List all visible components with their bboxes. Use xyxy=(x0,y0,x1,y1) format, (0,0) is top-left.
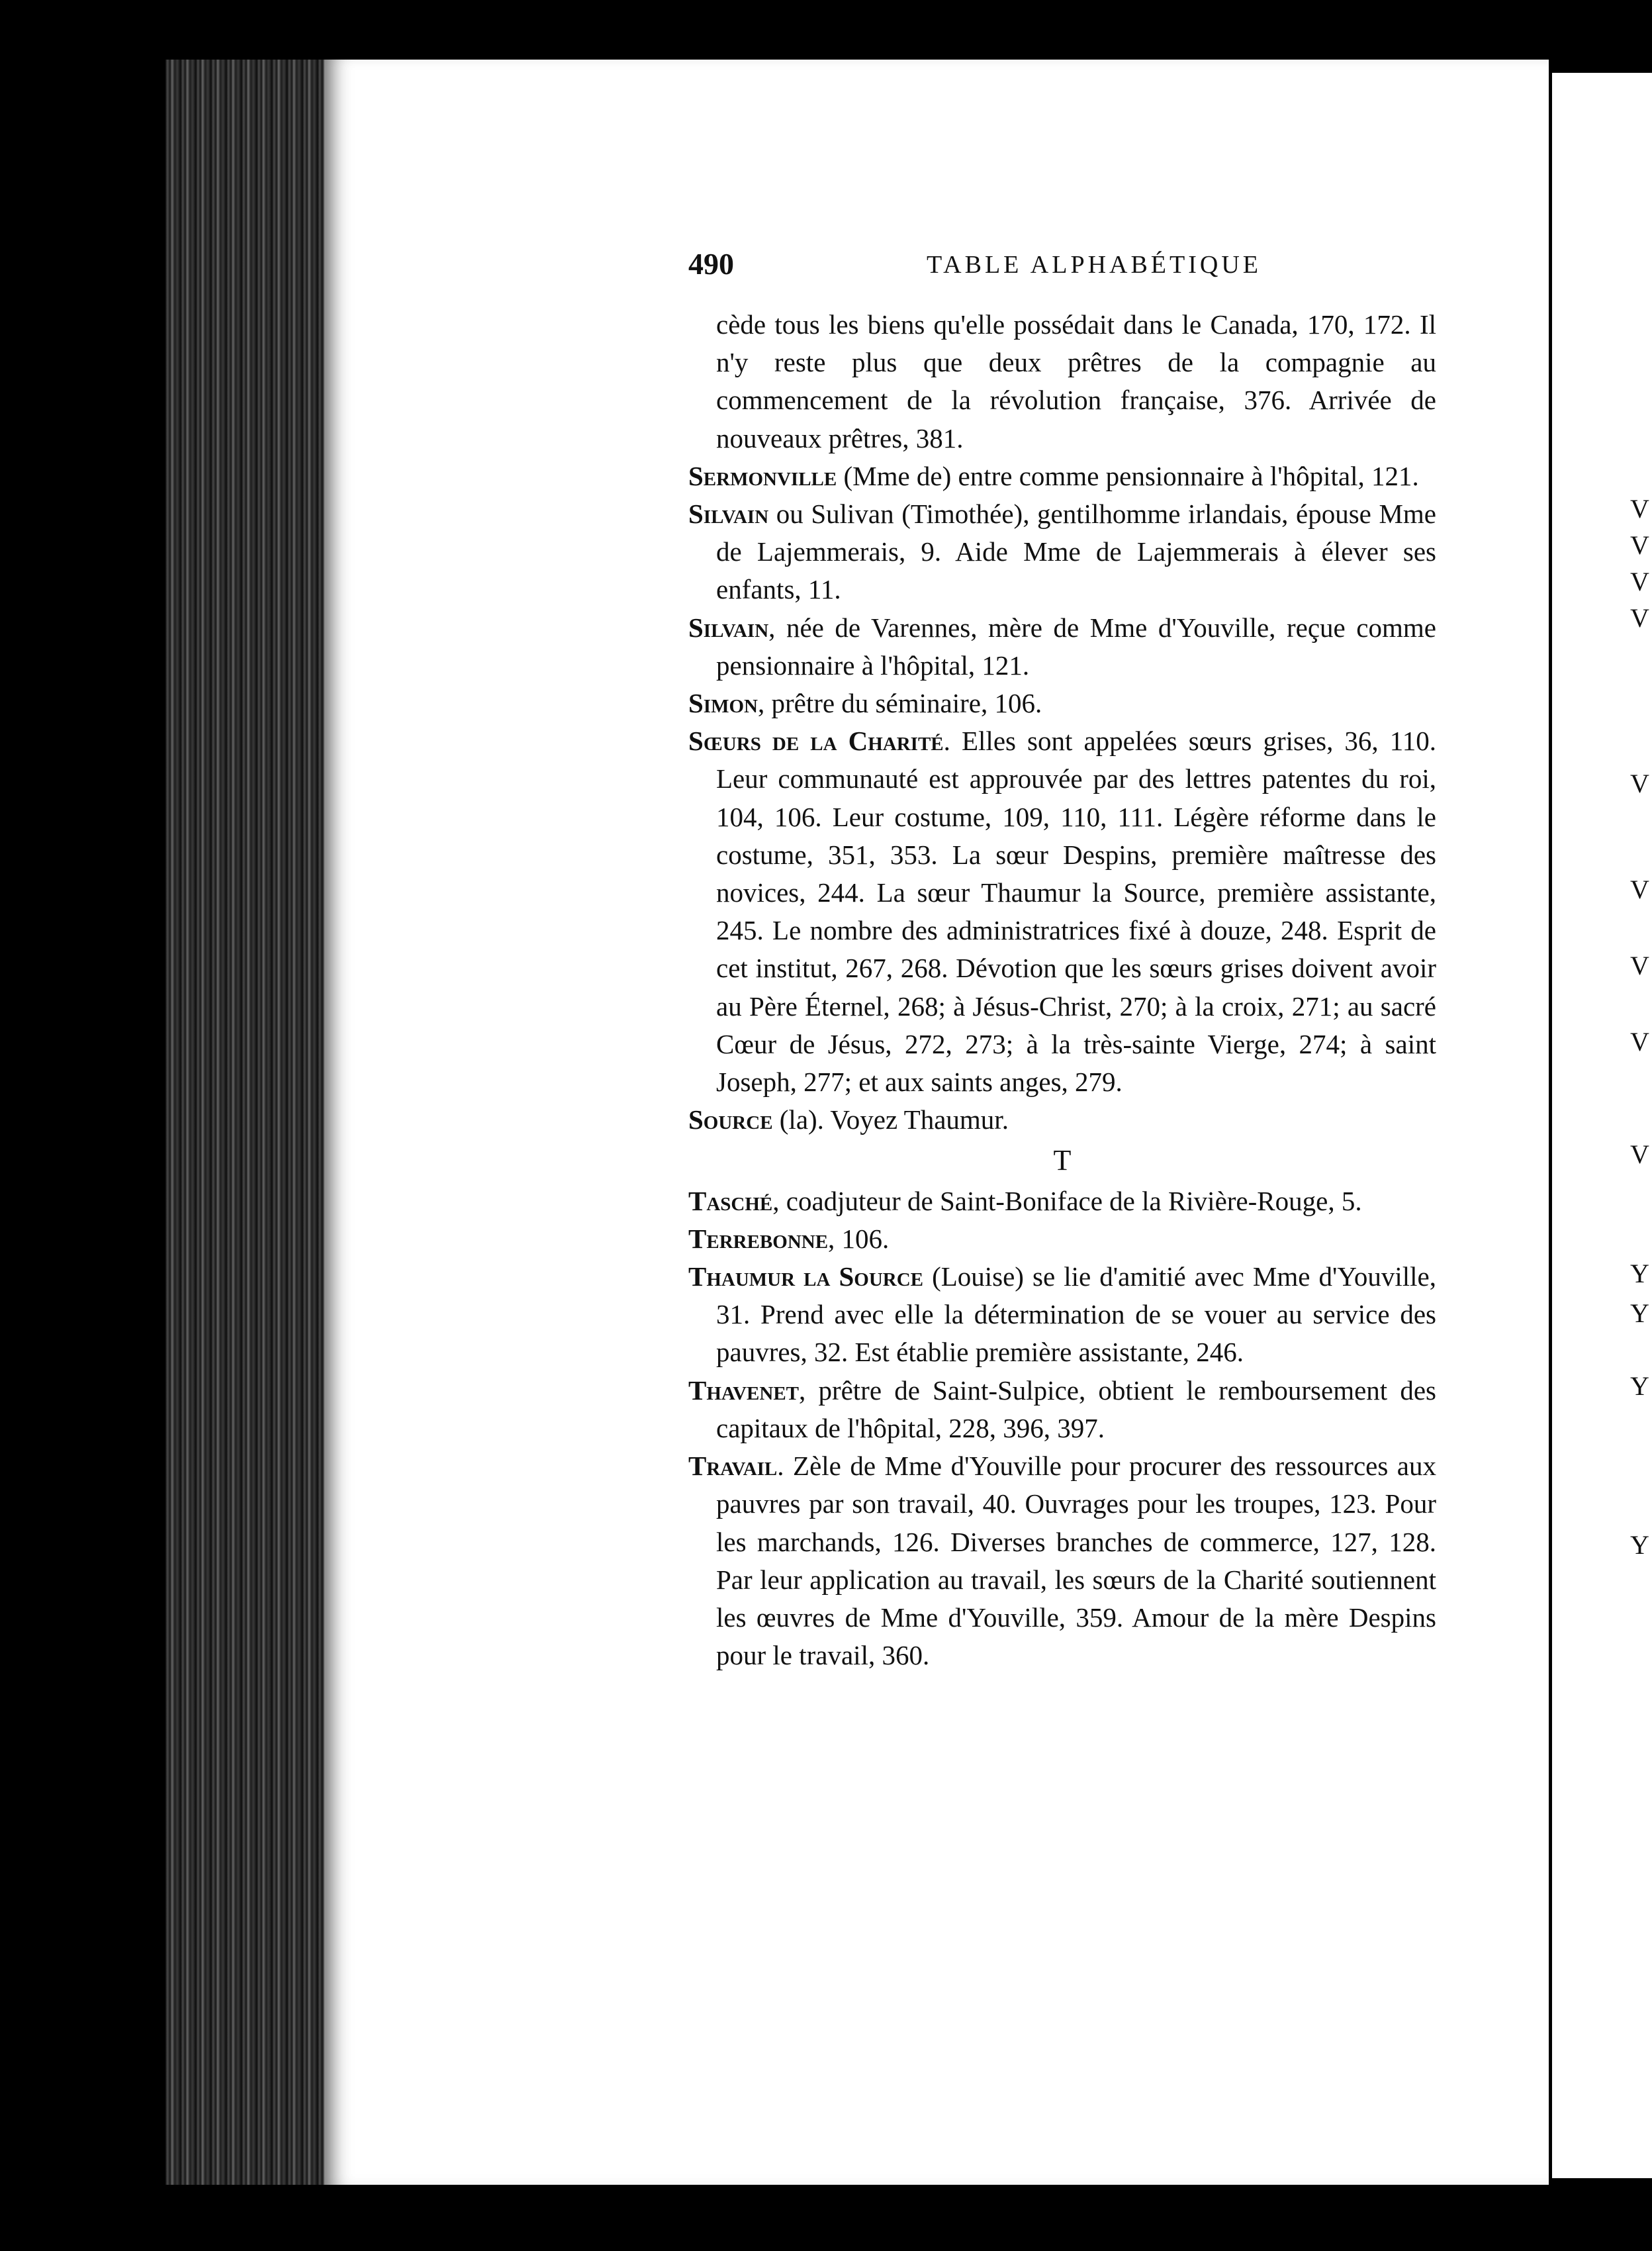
book-page-edges xyxy=(165,60,324,2185)
index-entry xyxy=(688,1447,1436,1674)
entry-text: . Elles sont appelées sœurs grises, 36, 110. Leur communauté est approuvée par des lettres patentes du roi, 104, 106. Leur costume, 109, 110, 111. Légère réforme dans le costume, 351, 353. La sœur Despins, première maîtresse des novices, 244. La sœur Thaumur la Source, première assistante, 245. Le nombre des administratrices fixé à douze, 248. Esprit de cet institut, 267, 268. Dévotion que les sœurs grises doivent avoir au Père Éternel, 268; à Jésus-Christ, 270; à la croix, 271; au sacré Cœur de Jésus, 272, 273; à la très-sainte Vierge, 274; à saint Joseph, 277; et aux saints anges, 279. xyxy=(716,726,1436,1098)
facing-fragment: Y xyxy=(1630,1259,1649,1288)
section-letter: T xyxy=(1053,1144,1072,1177)
entry-head: Travail xyxy=(688,1451,778,1482)
entry-head: Silvain xyxy=(688,499,769,530)
entry-text: . Zèle de Mme d'Youville pour procurer des ressources aux pauvres par son travail, 40. Ouvrages pour les troupes, 123. Pour les marchands, 126. Diverses branches de commerce, 127, 128. Par leur application au travail, les sœurs de la Charité soutiennent les œuvres de Mme d'Youville, 359. Amour de la mère Despins pour le travail, 360. xyxy=(716,1451,1436,1671)
running-title: TABLE ALPHABÉTIQUE xyxy=(927,251,1262,279)
index-entry xyxy=(688,457,1436,495)
facing-fragment: V xyxy=(1630,530,1649,560)
index-entry xyxy=(688,722,1436,1101)
continued-entry: cède tous les biens qu'elle possédait dans le Canada, 170, 172. Il n'y reste plus que deux prêtres de la compagnie au commencement de la révolution française, 376. Arrivée de nouveaux prêtres, 381. xyxy=(716,309,1436,454)
index-entry xyxy=(688,1220,1436,1258)
entry-text: (Mme de) entre comme pensionnaire à l'hôpital, 121. xyxy=(837,460,1419,491)
index-entry xyxy=(688,685,1436,722)
facing-fragment: V xyxy=(1630,1139,1649,1169)
entry-text: , 106. xyxy=(828,1223,890,1254)
facing-fragment: V xyxy=(1630,567,1649,597)
entry-text: (la). Voyez Thaumur. xyxy=(772,1104,1009,1135)
facing-fragment: V xyxy=(1630,769,1649,798)
page-number: 490 xyxy=(688,247,734,281)
index-entry xyxy=(688,1258,1436,1372)
facing-fragment: V xyxy=(1630,603,1649,633)
entry-head: Sœurs de la Charité xyxy=(688,726,944,757)
facing-fragment: V xyxy=(1630,951,1649,981)
index-entry xyxy=(688,609,1436,685)
entry-head: Sermonville xyxy=(688,460,837,491)
entry-head: Terrebonne xyxy=(688,1223,829,1254)
entry-text: (Louise) se lie d'amitié avec Mme d'Youville, 31. Prend avec elle la détermination de se vouer au service des pauvres, 32. Est établie première assistante, 246. xyxy=(716,1261,1436,1368)
facing-page xyxy=(1552,73,1652,2178)
entry-head: Silvain xyxy=(688,612,769,643)
index-entry xyxy=(688,1182,1436,1220)
entry-text: , née de Varennes, mère de Mme d'Youville, reçue comme pensionnaire à l'hôpital, 121. xyxy=(716,612,1436,681)
facing-fragment: V xyxy=(1630,494,1649,524)
entry-text: ou Sulivan (Timothée), gentilhomme irlandais, épouse Mme de Lajemmerais, 9. Aide Mme de Lajemmerais à élever ses enfants, 11. xyxy=(716,499,1436,605)
facing-fragment: V xyxy=(1630,1027,1649,1057)
entry-head: Simon xyxy=(688,688,758,719)
entry-head: Thavenet xyxy=(688,1374,800,1406)
index-entry xyxy=(688,1372,1436,1447)
entry-head: Tasché xyxy=(688,1185,773,1216)
entry-text: , prêtre du séminaire, 106. xyxy=(757,688,1042,719)
index-entry xyxy=(688,495,1436,609)
facing-fragment: Y xyxy=(1630,1530,1649,1560)
facing-fragment: Y xyxy=(1630,1298,1649,1328)
entry-text: , prêtre de Saint-Sulpice, obtient le remboursement des capitaux de l'hôpital, 228, 396, 397. xyxy=(716,1374,1436,1443)
entry-head: Thaumur la Source xyxy=(688,1261,923,1292)
entry-text: , coadjuteur de Saint-Boniface de la Rivière-Rouge, 5. xyxy=(772,1185,1362,1216)
facing-fragment: V xyxy=(1630,875,1649,904)
index-text xyxy=(688,306,1436,1674)
entry-head: Source xyxy=(688,1104,773,1135)
facing-fragment: Y xyxy=(1630,1371,1649,1401)
index-entry xyxy=(688,1101,1436,1139)
